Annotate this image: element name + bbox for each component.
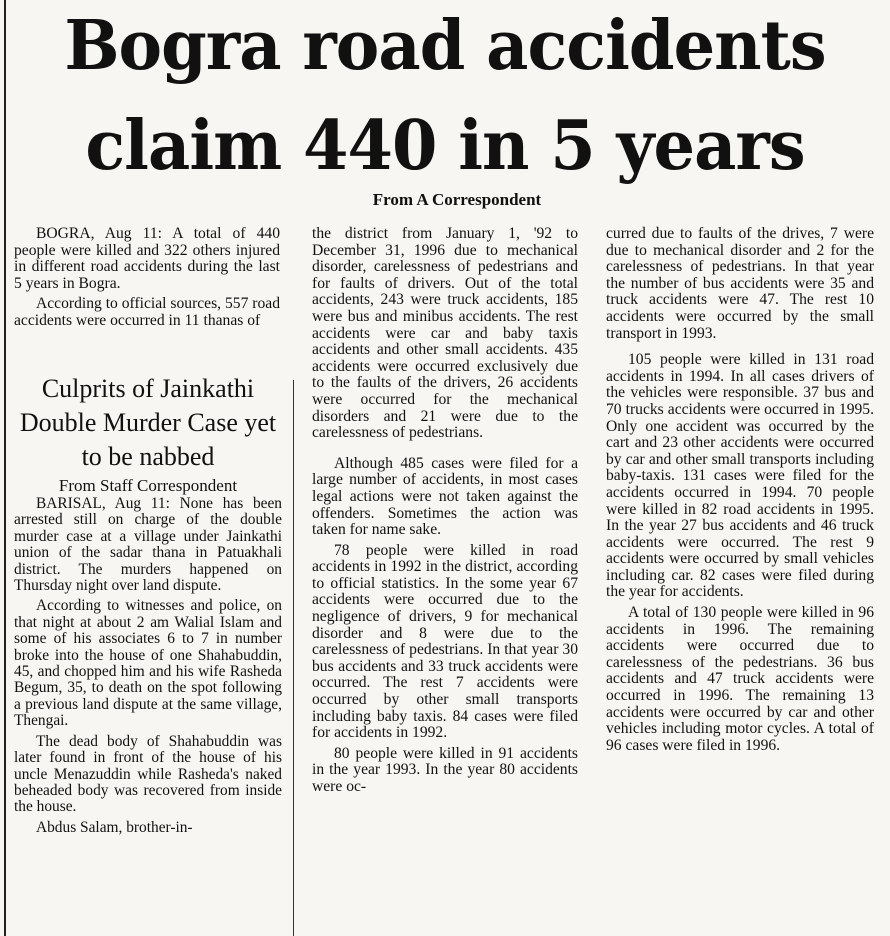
paragraph: curred due to faults of the drives, 7 were due to mechanical disorder and 2 for the carelessness of pedestrians. In that year the number of bus accidents were 35 and truck accidents were 47. The rest 10 accidents were occurred by the small transport in 1993. (606, 225, 874, 342)
main-column-1 (14, 226, 280, 330)
paragraph: the district from January 1, '92 to December 31, 1996 due to mechanical disorder, carelessness of pedestrians and for faults of drivers. Out of the total accidents, 243 were truck accidents, 185 were bus and minibus accidents. The rest accidents were car and baby taxis accidents and other small accidents. 435 accidents were occurred exclusively due to the faults of the drivers, 26 accidents were occurred for the mechanical disorders and 21 were due to the carelessness of pedestrians. (312, 225, 578, 442)
column-divider (293, 380, 294, 936)
paragraph: Abdus Salam, brother-in- (36, 818, 193, 836)
page-border-rule (4, 0, 6, 936)
paragraph: According to witnesses and police, on that night at about 2 am Walial Islam and some of his associates 6 to 7 in number broke into the house of one Shahabuddin, 45, and chopped him and his wife Rasheda Begum, 35, to death on the spot following a previous land dispute at the same village, Thengai. (14, 597, 282, 730)
sub-story (14, 372, 282, 836)
sub-story-headline: Culprits of Jainkathi Double Murder Case yet to be nabbed (19, 374, 277, 471)
sub-story-body (14, 496, 282, 836)
paragraph: 80 people were killed in 91 accidents in the year 1993. In the year 80 accidents were oc- (312, 744, 578, 795)
paragraph: Although 485 cases were filed for a large number of accidents, in most cases legal actions were not taken against the offenders. Sometimes the action was taken for name sake. (312, 454, 578, 539)
headline-line-2: claim 440 in 5 years (85, 106, 805, 186)
paragraph: According to official sources, 557 road accidents were occurred in 11 thanas of (14, 295, 280, 329)
headline-line-1: Bogra road accidents (64, 6, 826, 86)
paragraph: BARISAL, Aug 11: None has been arrested still on charge of the double murder case at a village under Jainkathi union of the sadar thana in Patuakhali district. The murders happened on Thursday night over land dispute. (14, 495, 282, 595)
main-column-3 (606, 226, 874, 754)
main-column-2 (312, 226, 578, 796)
paragraph: 78 people were killed in road accidents in 1992 in the district, according to official statistics. In the some year 67 accidents were occurred due to the negligence of drivers, 9 for mechanical disorder and 8 were due to the carelessness of pedestrians. In that year 30 bus accidents and 33 truck accidents were occurred. The rest 7 accidents were occurred by other small transports including baby taxis. 84 cases were filed for accidents in 1992. (312, 541, 578, 742)
paragraph: The dead body of Shahabuddin was later found in front of the house of his uncle Menazuddin while Rasheda's naked beheaded body was recovered from inside the house. (14, 732, 282, 816)
paragraph: BOGRA, Aug 11: A total of 440 people were killed and 322 others injured in different road accidents during the last 5 years in Bogra. (14, 225, 280, 292)
sub-story-byline: From Staff Correspondent (58, 476, 238, 495)
paragraph: 105 people were killed in 131 road accidents in 1994. In all cases drivers of the vehicles were responsible. 37 bus and 70 trucks accidents were occurred in 1995. Only one accident was occurred by the cart and 23 other accidents were occurred by car and other small transports including baby-taxis. 131 cases were filed for the accidents occurred in 1994. 70 people were killed in 82 road accidents in 1995. In the year 27 bus accidents and 46 truck accidents were occurred. The rest 9 accidents were occurred by small vehicles including car. 82 cases were filed during the year for accidents. (606, 351, 874, 601)
paragraph: A total of 130 people were killed in 96 accidents in 1996. The remaining accidents were occurred due to carelessness of the pedestrians. 36 bus accidents and 47 truck accidents were occurred in 1996. The remaining 13 accidents were occurred by car and other vehicles including motor cycles. A total of 96 cases were filed in 1996. (606, 604, 874, 754)
main-byline: From A Correspondent (372, 190, 542, 209)
